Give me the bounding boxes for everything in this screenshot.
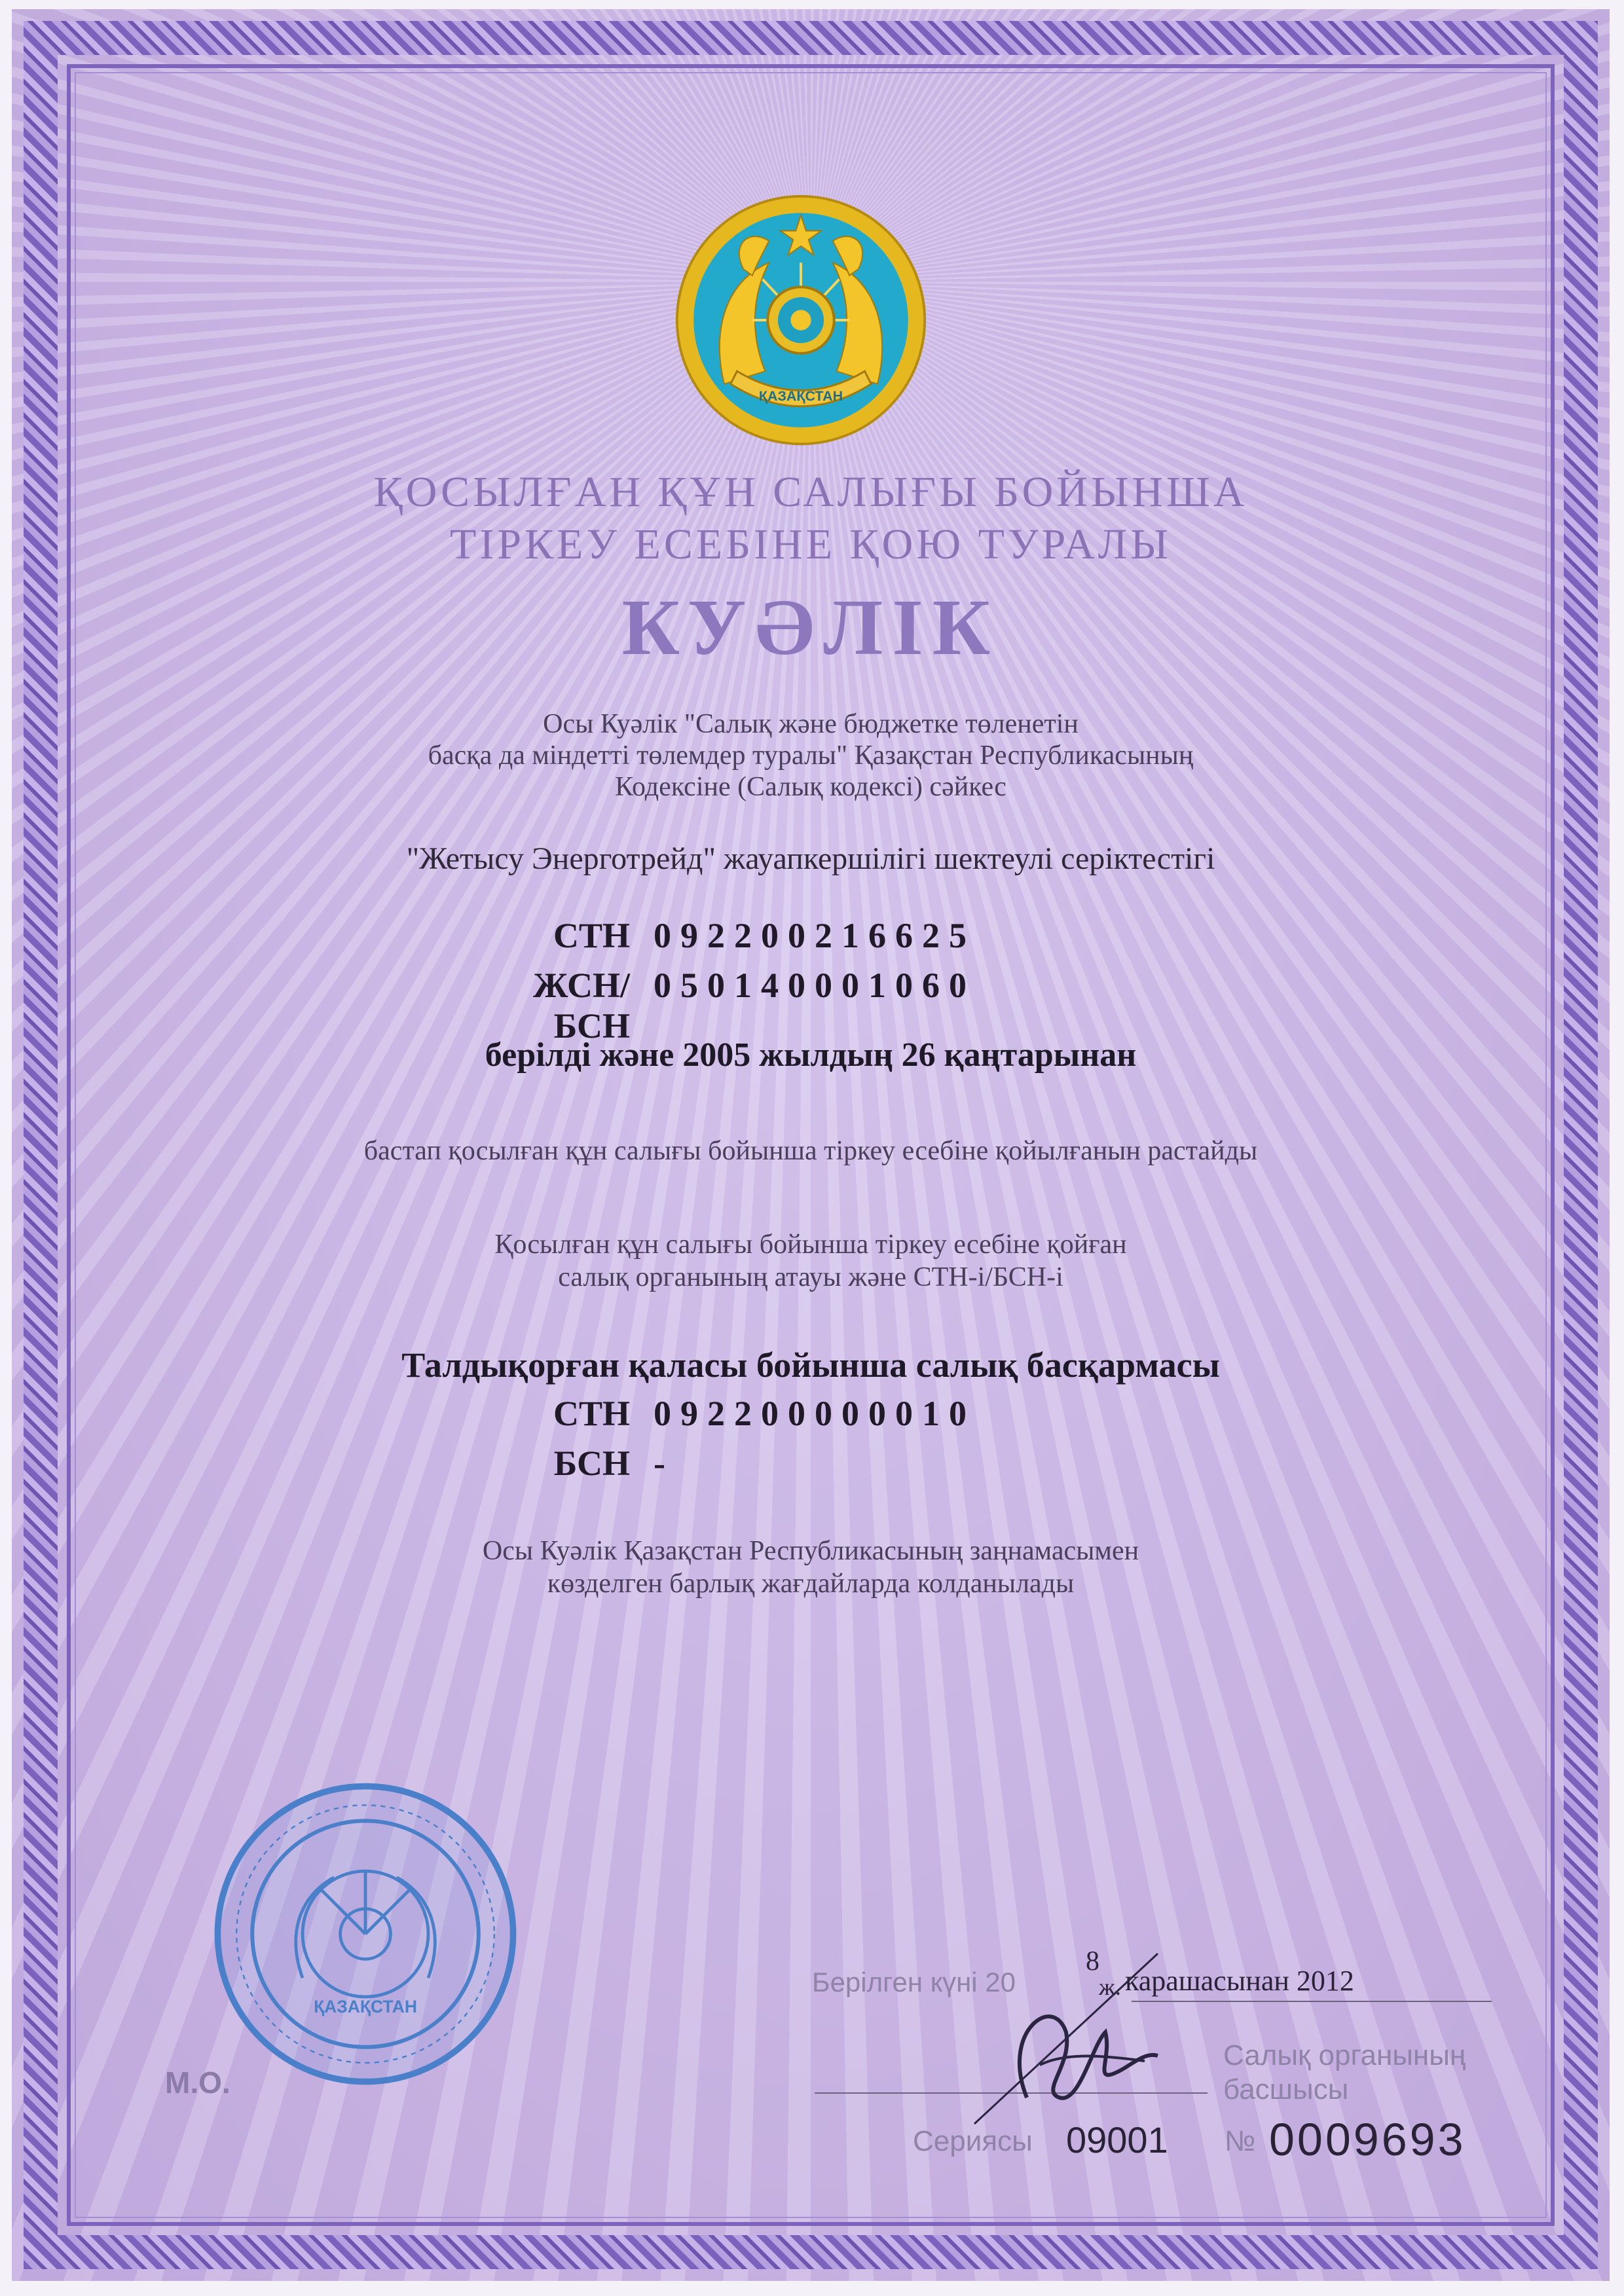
authority-stn-label: СТН: [553, 1394, 630, 1433]
authority-bsn-value: -: [654, 1444, 674, 1483]
authority-caption: [12, 1228, 1610, 1294]
title-line-2: ТІРКЕУ ЕСЕБІНЕ ҚОЮ ТУРАЛЫ: [450, 520, 1172, 568]
intro-line: Кодексіне (Салық кодексі) сәйкес: [615, 772, 1006, 802]
issued-day: 8: [1086, 1946, 1099, 1977]
authority-bsn-label: БСН: [553, 1444, 630, 1483]
head-title-line: Салық органының: [1223, 2039, 1466, 2071]
seal-caption: ҚАЗАҚСТАН: [314, 1997, 417, 2016]
authority-stn-value: 092200000010: [654, 1394, 976, 1433]
title-line-1: ҚОСЫЛҒАН ҚҰН САЛЫҒЫ БОЙЫНША: [373, 468, 1248, 516]
authority-stn-row: [460, 1393, 976, 1434]
authority-bsn-row: [460, 1443, 674, 1484]
intro-line: Осы Куәлік "Салық және бюджетке төленетін: [543, 709, 1079, 739]
authority-caption-line: Қосылған құн салығы бойынша тіркеу есебіне қойған: [494, 1230, 1127, 1260]
head-title-line: басшысы: [1223, 2073, 1349, 2105]
validity-line: көзделген барлық жағдайларда колданылады: [547, 1569, 1075, 1599]
round-seal-icon: [208, 1777, 523, 2091]
authority-name: Талдықорған қаласы бойынша салық басқармасы: [401, 1345, 1220, 1385]
validity-paragraph: [12, 1535, 1610, 1600]
date-underline: [1132, 2001, 1492, 2002]
series-value: 09001: [1066, 2119, 1168, 2160]
certificate-page: [12, 9, 1610, 2281]
company-bsn-row: [460, 965, 976, 1046]
issued-label: Берілген күні 20: [812, 1967, 1016, 1997]
emblem-caption: ҚАЗАҚСТАН: [758, 388, 843, 404]
authority-caption-line: салық органының атауы және СТН-і/БСН-і: [558, 1262, 1063, 1292]
certificate-number: 0009693: [1269, 2114, 1466, 2165]
company-stn-label: СТН: [553, 916, 630, 955]
head-title: [1223, 2039, 1466, 2107]
seal-place-mark: М.О.: [165, 2066, 231, 2100]
company-bsn-value: 050140001060: [654, 966, 976, 1005]
registration-date-line: берілді және 2005 жылдың 26 қаңтарынан: [485, 1036, 1137, 1074]
company-stn-value: 092200216625: [654, 916, 976, 955]
company-stn-row: [460, 915, 976, 956]
state-emblem-icon: [673, 192, 929, 448]
handwritten-signature: [948, 1941, 1184, 2137]
validity-line: Осы Куәлік Қазақстан Республикасының заңнамасымен: [482, 1536, 1139, 1566]
intro-paragraph: [12, 708, 1610, 803]
number-label: №: [1225, 2125, 1256, 2157]
page-title: КУӘЛІК: [621, 583, 1000, 672]
company-bsn-label: ЖСН/БСН: [532, 966, 630, 1046]
issued-year-suffix: ж.: [1099, 1974, 1121, 2000]
intro-line: басқа да міндетті төлемдер туралы" Қазақстан Республикасының: [428, 740, 1194, 771]
series-label: Сериясы: [913, 2125, 1033, 2157]
company-name: "Жетысу Энерготрейд" жауапкершілігі шектеулі серіктестігі: [406, 841, 1215, 876]
issued-month-year: карашасынан 2012: [1125, 1965, 1354, 1997]
confirm-line: бастап қосылған құн салығы бойынша тіркеу есебіне қойылғанын растайды: [363, 1136, 1258, 1166]
